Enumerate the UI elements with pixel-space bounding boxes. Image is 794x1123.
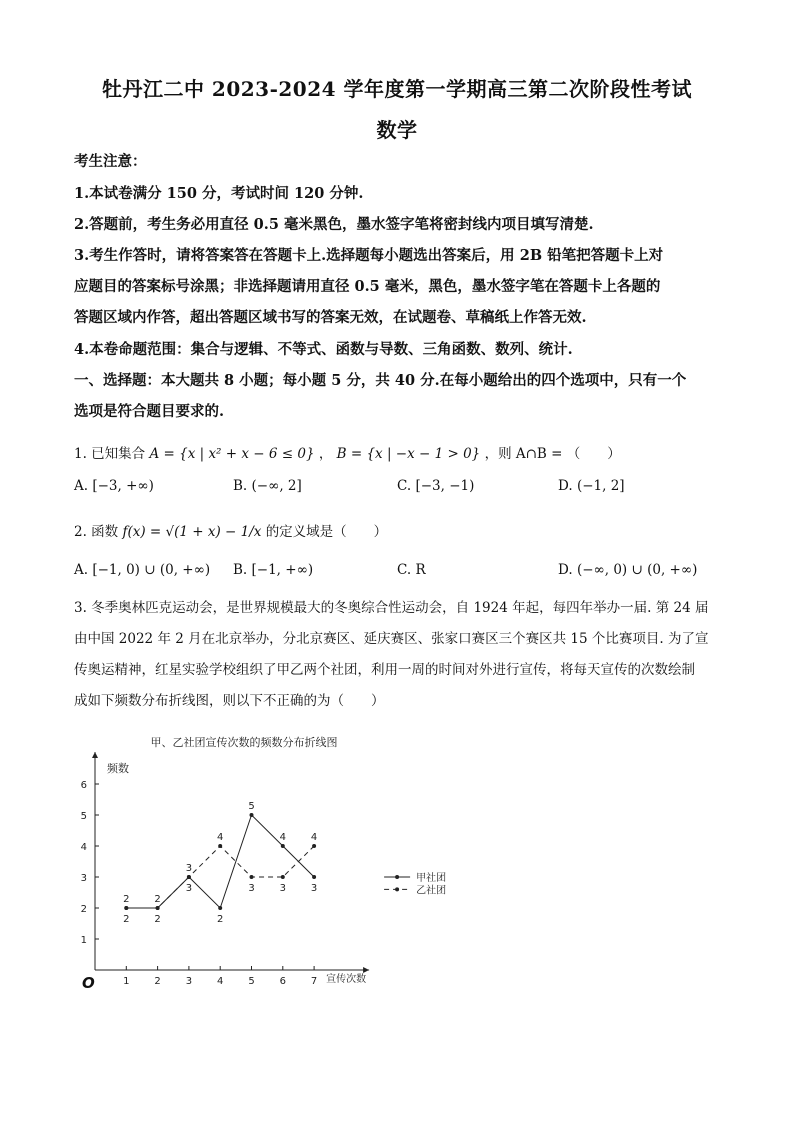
q1-suffix: ，则 A∩B = （ ） — [484, 446, 621, 462]
q3-line-4: 成如下频数分布折线图，则以下不正确的为（ ） — [74, 693, 385, 709]
q2-option-a: A. [−1, 0) ∪ (0, +∞) — [74, 562, 211, 578]
x-tick-label: 1 — [123, 976, 130, 987]
y-tick-label: 2 — [80, 904, 87, 915]
notice-item-2: 2.答题前，考生务必用直径 0.5 毫米黑色，墨水签字笔将密封线内项目填写清楚. — [74, 216, 594, 233]
notice-heading: 考生注意： — [74, 153, 147, 170]
data-point-yi — [156, 906, 160, 910]
notice-item-3c: 答题区域内作答，超出答题区域书写的答案无效，在试题卷、草稿纸上作答无效. — [74, 309, 587, 326]
x-tick-label: 7 — [310, 976, 318, 987]
data-point-jia — [281, 844, 285, 848]
frequency-line-chart — [60, 725, 480, 1000]
data-point-yi — [250, 875, 254, 879]
data-label-yi: 4 — [310, 832, 318, 843]
x-tick-label: 6 — [279, 976, 286, 987]
q1-sep: ， — [318, 446, 333, 462]
q3-line-3: 传奥运精神，红星实验学校组织了甲乙两个社团，利用一周的时间对外进行宣传，将每天宣传的次数绘制 — [74, 662, 695, 678]
y-axis-label: 频数 — [107, 762, 129, 775]
question-2 — [74, 520, 722, 540]
y-tick-label: 6 — [80, 780, 87, 791]
section-heading-line1: 一、选择题：本大题共 8 小题；每小题 5 分，共 40 分.在每小题给出的四个选项中，只有一个 — [74, 372, 687, 389]
data-point-yi — [187, 875, 191, 879]
data-label-jia: 5 — [248, 801, 255, 812]
data-label-jia: 4 — [279, 832, 286, 843]
legend-marker-yi — [395, 887, 399, 891]
y-tick-label: 4 — [80, 842, 87, 853]
x-tick-label: 4 — [217, 976, 224, 987]
data-label-jia: 3 — [185, 863, 193, 874]
data-label-yi: 2 — [154, 914, 161, 925]
data-label-yi: 3 — [279, 883, 286, 894]
x-axis-label: 宣传次数 — [326, 974, 367, 985]
question-1 — [74, 442, 722, 462]
q1-option-a: A. [−3, +∞) — [74, 478, 154, 494]
data-point-jia — [312, 875, 316, 879]
data-label-yi: 4 — [217, 832, 224, 843]
legend-label-yi: 乙社团 — [416, 885, 447, 897]
q2-suffix: 的定义域是（ ） — [265, 524, 388, 540]
section-heading-line2: 选项是符合题目要求的. — [74, 403, 225, 420]
notice-item-3a: 3.考生作答时，请将答案答在答题卡上.选择题每小题选出答案后，用 2B 铅笔把答题卡上对 — [74, 247, 664, 264]
x-tick-label: 3 — [185, 976, 193, 987]
q2-option-b: B. [−1, +∞) — [233, 562, 314, 578]
chart-title: 甲、乙社团宣传次数的频数分布折线图 — [150, 736, 338, 749]
data-label-jia: 2 — [217, 914, 224, 925]
data-point-yi — [218, 844, 222, 848]
data-label-jia: 2 — [123, 894, 130, 905]
q1-option-c: C. [−3, −1) — [397, 478, 475, 494]
q3-line-1: 3. 冬季奥林匹克运动会，是世界规模最大的冬奥综合性运动会，自 1924 年起，每四年举办一届. 第 24 届 — [74, 600, 709, 616]
notice-item-1: 1.本试卷满分 150 分，考试时间 120 分钟. — [74, 185, 364, 202]
q1-set-a: A = {x | x² + x − 6 ≤ 0} — [149, 446, 315, 462]
q2-prefix: 2. 函数 — [74, 524, 119, 540]
q2-function: f(x) = √(1 + x) − 1/x — [122, 524, 262, 540]
y-tick-label: 3 — [80, 873, 87, 884]
q2-option-d: D. (−∞, 0) ∪ (0, +∞) — [558, 562, 698, 578]
exam-title: 牡丹江二中 2023-2024 学年度第一学期高三第二次阶段性考试 — [101, 77, 693, 101]
legend-label-jia: 甲社团 — [416, 873, 447, 884]
x-tick-label: 5 — [248, 976, 255, 987]
data-label-yi: 3 — [185, 883, 193, 894]
q1-option-b: B. (−∞, 2] — [233, 478, 302, 494]
data-label-yi: 3 — [248, 883, 255, 894]
data-point-yi — [312, 844, 316, 848]
q1-prefix: 1. 已知集合 — [74, 446, 146, 462]
data-point-yi — [281, 875, 285, 879]
data-label-jia: 2 — [154, 894, 161, 905]
legend-marker-jia — [395, 875, 399, 879]
q1-set-b: B = {x | −x − 1 > 0} — [336, 446, 481, 462]
x-tick-label: 2 — [154, 976, 161, 987]
q2-option-c: C. R — [397, 562, 426, 578]
notice-item-3b: 应题目的答案标号涂黑；非选择题请用直径 0.5 毫米，黑色，墨水签字笔在答题卡上各题的 — [74, 278, 661, 295]
data-point-jia — [250, 813, 254, 817]
origin-label: O — [82, 974, 95, 992]
y-tick-label: 1 — [80, 935, 87, 946]
q3-line-2: 由中国 2022 年 2 月在北京举办，分北京赛区、延庆赛区、张家口赛区三个赛区共 15 个比赛项目. 为了宣 — [74, 631, 709, 647]
data-point-jia — [218, 906, 222, 910]
subject-title: 数学 — [376, 118, 418, 142]
y-tick-label: 5 — [80, 811, 87, 822]
q1-option-d: D. (−1, 2] — [558, 478, 625, 494]
notice-item-4: 4.本卷命题范围：集合与逻辑、不等式、函数与导数、三角函数、数列、统计. — [74, 341, 573, 358]
data-label-yi: 2 — [123, 914, 130, 925]
data-label-jia: 3 — [310, 883, 318, 894]
data-point-yi — [124, 906, 128, 910]
